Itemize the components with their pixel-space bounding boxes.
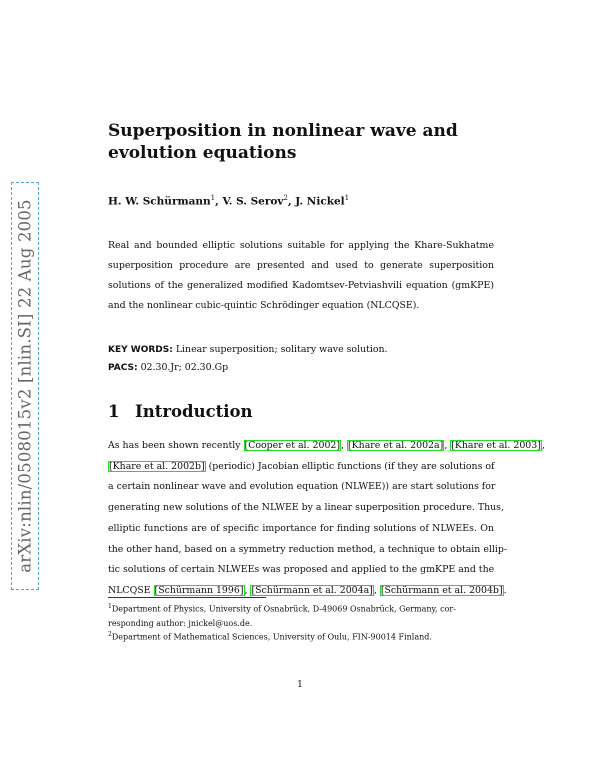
text-line bbox=[108, 481, 494, 497]
keywords-label: KEY WORDS: bbox=[108, 345, 173, 355]
text-run: . bbox=[503, 584, 507, 596]
text-run: NLCQSE bbox=[108, 584, 154, 596]
text-run: tic solutions of certain NLWEEs was proposed and applied to the gmKPE and the bbox=[108, 564, 495, 576]
footnote bbox=[108, 628, 494, 645]
footnote bbox=[108, 600, 494, 631]
text-line bbox=[108, 584, 507, 601]
text-run: As has been shown recently bbox=[108, 440, 244, 451]
citation-link[interactable]: [Khare et al. 2002b] bbox=[109, 460, 205, 472]
text-line bbox=[108, 523, 494, 539]
text-run: , bbox=[444, 440, 451, 451]
footnote-rule bbox=[108, 597, 266, 598]
author-name: J. Nickel bbox=[295, 195, 345, 208]
text-run: , bbox=[541, 440, 545, 451]
pacs-label: PACS: bbox=[108, 363, 138, 373]
citation-link[interactable]: [Khare et al. 2003] bbox=[451, 440, 541, 451]
citation-link[interactable]: [Khare et al. 2002a] bbox=[348, 440, 444, 451]
footnote-mark: 1 bbox=[108, 603, 112, 610]
author-separator: , bbox=[215, 195, 223, 208]
footnote-text: Department of Physics, University of Osnabrück, D-49069 Osnabrück, Germany, cor- bbox=[111, 604, 456, 614]
footnote-text: Department of Mathematical Sciences, University of Oulu, FIN-90014 Finland. bbox=[111, 632, 432, 642]
citation-link[interactable]: [Schürmann et al. 2004b] bbox=[380, 584, 503, 596]
citation-link[interactable]: [Schürmann 1996] bbox=[154, 584, 244, 596]
text-line bbox=[108, 543, 508, 560]
text-line bbox=[108, 502, 504, 518]
author-name: V. S. Serov bbox=[222, 195, 284, 208]
footnote-text: responding author: jnickel@uos.de. bbox=[108, 618, 253, 628]
abstract: Real and bounded elliptic solutions suitable for applying the Khare-Sukhatme superposition procedure are presented and used to generate superposition solutions of the generalized modified Kadomtsev-Petviashvili equation (gmKPE) and the nonlinear cubic-quintic Schrödinger equation (NLCQSE). bbox=[108, 240, 494, 311]
page-number: 1 bbox=[297, 679, 303, 690]
text-line bbox=[108, 461, 494, 477]
pacs-text: 02.30.Jr; 02.30.Gp bbox=[137, 362, 229, 373]
arxiv-stamp[interactable] bbox=[11, 182, 39, 590]
author-list bbox=[108, 194, 349, 208]
author-separator: , bbox=[287, 195, 296, 208]
arxiv-id: arXiv:nlin/0508015v2 [nlin.SI] 22 Aug 2005 bbox=[15, 199, 35, 573]
text-run: generating new solutions of the NLWEE by a linear superposition procedure. Thus, bbox=[108, 502, 504, 514]
section-title: Introduction bbox=[135, 402, 253, 421]
author-name: H. W. Schürmann bbox=[108, 195, 211, 208]
text-run: elliptic functions are of specific importance for finding solutions of NLWEEs. On bbox=[108, 522, 494, 534]
affiliation-mark: 2 bbox=[283, 194, 288, 202]
paper-title: Superposition in nonlinear wave and evolution equations bbox=[108, 121, 458, 163]
text-run: , bbox=[373, 584, 380, 596]
pacs bbox=[108, 362, 228, 373]
text-run: , bbox=[341, 440, 348, 451]
text-run: a certain nonlinear wave and evolution equation (NLWEE)) are start solutions for bbox=[108, 481, 496, 493]
affiliation-mark: 1 bbox=[344, 194, 350, 202]
text-run: , bbox=[244, 584, 251, 596]
text-line bbox=[108, 440, 545, 456]
section-heading bbox=[108, 402, 253, 421]
keywords-text: Linear superposition; solitary wave solution. bbox=[172, 344, 388, 355]
text-run: (periodic) Jacobian elliptic functions (if they are solutions of bbox=[205, 460, 495, 472]
affiliation-mark: 1 bbox=[210, 194, 216, 202]
section-number: 1 bbox=[108, 402, 120, 421]
citation-link[interactable]: [Cooper et al. 2002] bbox=[244, 440, 341, 451]
text-line bbox=[108, 564, 494, 580]
text-run: the other hand, based on a symmetry reduction method, a technique to obtain ellip- bbox=[108, 543, 508, 555]
keywords bbox=[108, 344, 388, 355]
citation-link[interactable]: [Schürmann et al. 2004a] bbox=[251, 584, 373, 596]
footnote-mark: 2 bbox=[108, 631, 112, 638]
